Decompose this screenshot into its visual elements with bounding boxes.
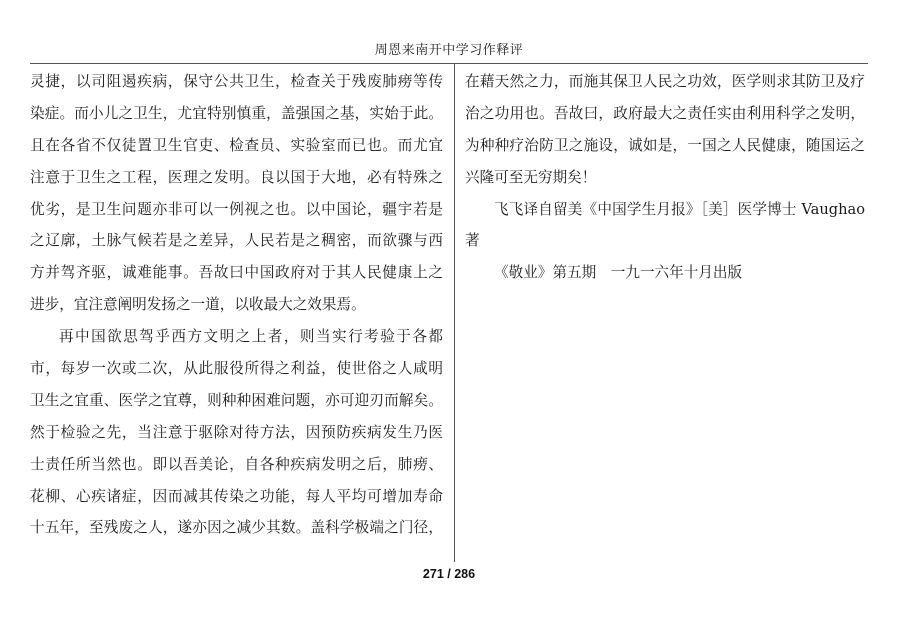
text-line: 花柳、心疾诸症，因而减其传染之功能，每人平均可增加寿命 [30,487,443,505]
text-line: 兴隆可至无穷期矣！ [465,168,597,186]
text-line: 之辽廓，土脉气候若是之差异，人民若是之稠密，而欲骤与西 [30,232,443,250]
text-line: 士责任所当然也。即以吾美论，自各种疾病发明之后，肺痨、 [30,455,443,473]
text-line: 为种种疗治防卫之施设，诚如是，一国之人民健康，随国运之 [465,136,865,154]
text-line: 十五年，至残废之人，遂亦因之减少其数。盖科学极端之门径， [30,519,443,537]
text-line: 优劣，是卫生问题亦非可以一例视之也。以中国论，疆宇若是 [30,200,443,218]
text-line: 进步，宜注意阐明发扬之一道，以收最大之效果焉。 [30,296,366,314]
text-line: 注意于卫生之工程，医理之发明。良以国于大地，必有特殊之 [30,168,443,186]
attribution-line: 飞飞译自留美《中国学生月报》［美］医学博士 Vaughao [494,200,865,218]
running-header: 周恩来南开中学习作释评 [374,43,524,58]
column-divider [454,64,455,562]
text-line: 卫生之宜重、医学之宜尊，则种种困难问题，亦可迎刃而解矣。 [30,391,443,409]
text-line: 在藉天然之力，而施其保卫人民之功效，医学则求其防卫及疗 [465,73,865,90]
text-line: 方并驾齐驱，诚难能事。吾故曰中国政府对于其人民健康上之 [30,264,443,282]
right-column [465,66,865,289]
text-line: 灵捷，以司阻遏疾病，保守公共卫生，检查关于残废肺痨等传 [30,73,443,90]
text-line: 市，每岁一次或二次，从此服役所得之利益，使世俗之人咸明 [30,360,443,378]
attribution-line: 著 [465,232,480,250]
text-line: 治之功用也。吾故曰，政府最大之责任实由利用科学之发明， [465,104,865,122]
source-line: 《敬业》第五期 一九一六年十月出版 [494,264,743,282]
header-rule [30,63,868,64]
text-line: 然于检验之先，当注意于驱除对待方法，因预防疾病发生乃医 [30,423,443,441]
text-line: 且在各省不仅徒置卫生官吏、检查员、实验室而已也。而尤宜 [30,136,443,154]
text-line: 染症。而小儿之卫生，尤宜特别慎重，盖强国之基，实始于此。 [30,104,443,122]
page-number: 271 / 286 [422,567,476,581]
left-column [30,66,443,544]
text-line: 再中国欲思驾乎西方文明之上者，则当实行考验于各都 [59,328,443,346]
